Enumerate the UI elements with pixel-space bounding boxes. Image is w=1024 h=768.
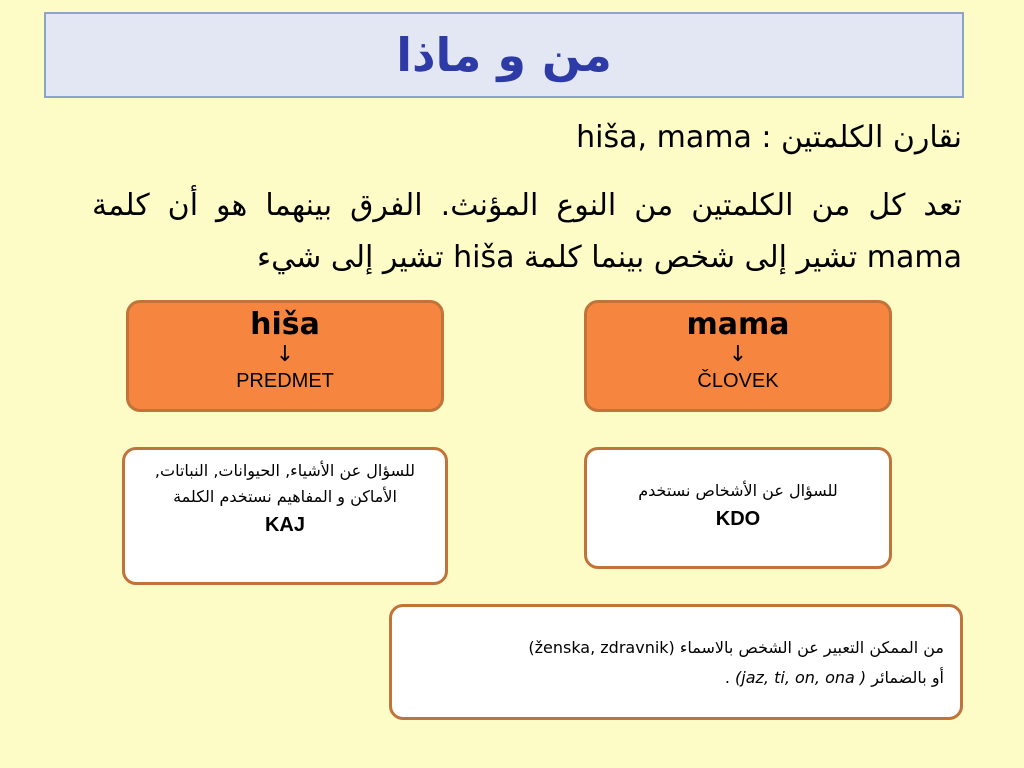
note-line2-end: . (724, 668, 730, 687)
kaj-question-box (122, 447, 448, 585)
explanation-part2: تشير إلى شخص بينما كلمة (524, 240, 858, 275)
explanation-paragraph (92, 180, 962, 284)
kaj-word: KAJ (264, 514, 305, 536)
note-line1-latin: (ženska, zdravnik) (528, 638, 675, 657)
title-banner (44, 12, 964, 98)
intro-words: hiša, mama (576, 120, 752, 155)
pronoun-note-box (389, 604, 963, 720)
hisa-word: hiša (250, 307, 320, 342)
kdo-question-text: للسؤال عن الأشخاص نستخدم (638, 481, 838, 500)
mama-label: ČLOVEK (697, 370, 779, 392)
explanation-part3: تشير إلى شيء (257, 240, 444, 275)
hisa-label: PREDMET (236, 370, 334, 392)
explanation-word-hisa: hiša (453, 240, 515, 275)
hisa-card (126, 300, 444, 412)
mama-card (584, 300, 892, 412)
note-line-1 (392, 633, 960, 663)
note-line2-arabic: أو بالضمائر (871, 668, 944, 687)
down-arrow-icon: ↓ (275, 342, 295, 367)
note-line-2 (392, 663, 960, 693)
explanation-part1: تعد كل من الكلمتين من النوع المؤنث. الفرق بينهما هو أن كلمة (92, 188, 962, 223)
intro-line (62, 120, 962, 155)
note-line1-arabic: من الممكن التعبير عن الشخص بالاسماء (679, 638, 944, 657)
mama-word: mama (686, 307, 790, 342)
down-arrow-icon: ↓ (728, 342, 748, 367)
explanation-word-mama: mama (866, 240, 962, 275)
intro-prefix: نقارن الكلمتين : (761, 120, 962, 155)
kdo-question-box (584, 447, 892, 569)
page-title: من و ماذا (396, 28, 612, 82)
kdo-word: KDO (715, 508, 761, 530)
kaj-question-text: للسؤال عن الأشياء, الحيوانات, النباتات, الأماكن و المفاهيم نستخدم الكلمة (154, 461, 416, 506)
note-line2-latin: (jaz, ti, on, ona ) (735, 668, 867, 687)
